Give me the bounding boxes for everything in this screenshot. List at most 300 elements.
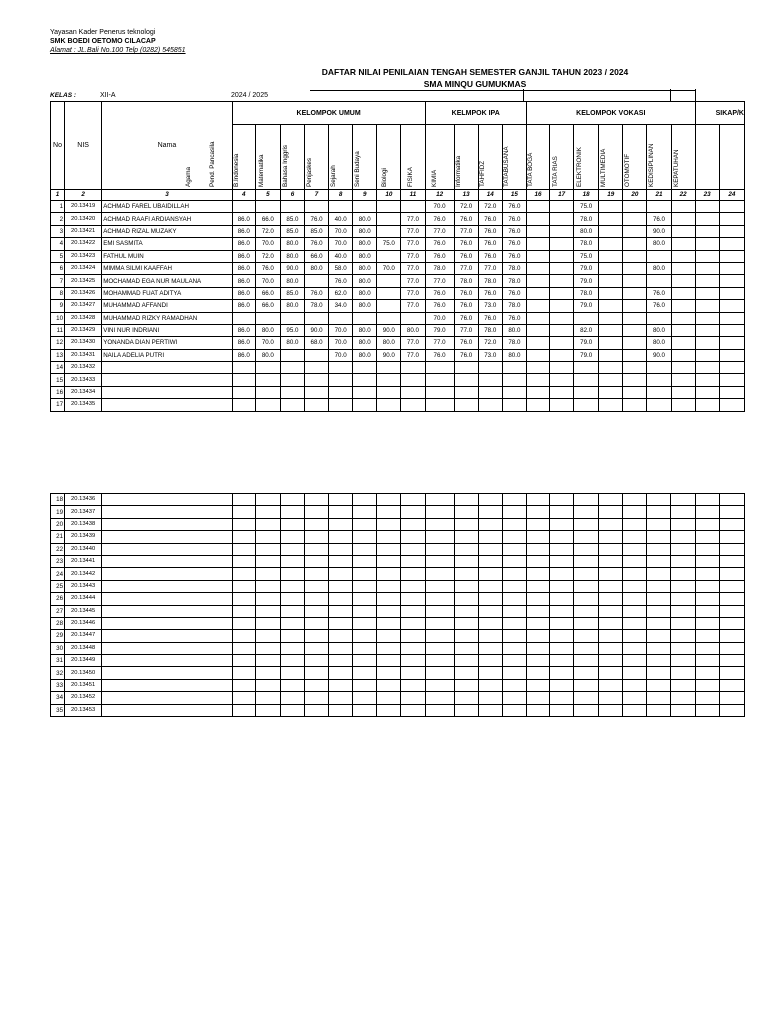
grade-cell[interactable]: [377, 692, 401, 704]
grade-cell[interactable]: 76.0: [454, 287, 478, 299]
grade-cell[interactable]: [574, 617, 599, 629]
grade-cell[interactable]: [695, 555, 719, 567]
grade-cell[interactable]: 82.0: [574, 324, 599, 336]
grade-cell[interactable]: 86.0: [232, 238, 255, 250]
grade-cell[interactable]: [502, 568, 526, 580]
grade-cell[interactable]: [695, 617, 719, 629]
grade-cell[interactable]: [401, 568, 425, 580]
grade-cell[interactable]: 90.0: [647, 225, 671, 237]
grade-cell[interactable]: [255, 543, 280, 555]
grade-cell[interactable]: 86.0: [232, 337, 255, 349]
grade-cell[interactable]: [623, 617, 647, 629]
grade-cell[interactable]: [232, 374, 255, 386]
grade-cell[interactable]: 78.0: [454, 275, 478, 287]
grade-cell[interactable]: [719, 287, 744, 299]
grade-cell[interactable]: [550, 642, 574, 654]
grade-cell[interactable]: 78.0: [305, 300, 329, 312]
grade-cell[interactable]: [526, 518, 549, 530]
grade-cell[interactable]: [478, 692, 502, 704]
grade-cell[interactable]: [377, 555, 401, 567]
grade-cell[interactable]: 80.0: [353, 337, 377, 349]
grade-cell[interactable]: [478, 531, 502, 543]
grade-cell[interactable]: [550, 300, 574, 312]
grade-cell[interactable]: [574, 630, 599, 642]
grade-cell[interactable]: 76.0: [502, 213, 526, 225]
grade-cell[interactable]: [329, 374, 353, 386]
grade-cell[interactable]: [719, 630, 744, 642]
grade-cell[interactable]: [647, 518, 671, 530]
grade-cell[interactable]: [574, 667, 599, 679]
grade-cell[interactable]: [695, 506, 719, 518]
grade-cell[interactable]: [719, 275, 744, 287]
grade-cell[interactable]: [478, 506, 502, 518]
grade-cell[interactable]: [502, 642, 526, 654]
grade-cell[interactable]: [623, 704, 647, 716]
grade-cell[interactable]: [401, 531, 425, 543]
grade-cell[interactable]: 77.0: [401, 300, 425, 312]
grade-cell[interactable]: [377, 531, 401, 543]
grade-cell[interactable]: [623, 201, 647, 213]
grade-cell[interactable]: [329, 655, 353, 667]
grade-cell[interactable]: [550, 386, 574, 398]
grade-cell[interactable]: 85.0: [280, 287, 304, 299]
grade-cell[interactable]: [353, 568, 377, 580]
grade-cell[interactable]: [671, 704, 695, 716]
grade-cell[interactable]: [671, 324, 695, 336]
grade-cell[interactable]: [232, 655, 255, 667]
grade-cell[interactable]: 76.0: [329, 275, 353, 287]
grade-cell[interactable]: [623, 605, 647, 617]
grade-cell[interactable]: [329, 593, 353, 605]
grade-cell[interactable]: [695, 337, 719, 349]
grade-cell[interactable]: [599, 238, 623, 250]
grade-cell[interactable]: [305, 667, 329, 679]
grade-cell[interactable]: [526, 605, 549, 617]
grade-cell[interactable]: [502, 655, 526, 667]
grade-cell[interactable]: [574, 506, 599, 518]
grade-cell[interactable]: [599, 312, 623, 324]
grade-cell[interactable]: [401, 580, 425, 592]
grade-cell[interactable]: [377, 679, 401, 691]
grade-cell[interactable]: 86.0: [232, 275, 255, 287]
grade-cell[interactable]: [377, 580, 401, 592]
grade-cell[interactable]: [695, 250, 719, 262]
grade-cell[interactable]: [502, 506, 526, 518]
grade-cell[interactable]: [695, 605, 719, 617]
grade-cell[interactable]: [526, 374, 549, 386]
grade-cell[interactable]: [550, 238, 574, 250]
grade-cell[interactable]: [255, 692, 280, 704]
grade-cell[interactable]: 80.0: [353, 262, 377, 274]
grade-cell[interactable]: [647, 386, 671, 398]
grade-cell[interactable]: [502, 543, 526, 555]
grade-cell[interactable]: [425, 386, 454, 398]
grade-cell[interactable]: 78.0: [574, 238, 599, 250]
grade-cell[interactable]: [401, 543, 425, 555]
grade-cell[interactable]: [454, 655, 478, 667]
grade-cell[interactable]: [719, 679, 744, 691]
grade-cell[interactable]: [719, 238, 744, 250]
grade-cell[interactable]: [623, 568, 647, 580]
grade-cell[interactable]: 86.0: [232, 213, 255, 225]
grade-cell[interactable]: [232, 201, 255, 213]
grade-cell[interactable]: [280, 679, 304, 691]
grade-cell[interactable]: [671, 262, 695, 274]
grade-cell[interactable]: [401, 201, 425, 213]
grade-cell[interactable]: 73.0: [478, 300, 502, 312]
grade-cell[interactable]: [671, 555, 695, 567]
grade-cell[interactable]: 76.0: [647, 287, 671, 299]
grade-cell[interactable]: [377, 630, 401, 642]
grade-cell[interactable]: [526, 362, 549, 374]
grade-cell[interactable]: [550, 593, 574, 605]
grade-cell[interactable]: 79.0: [574, 275, 599, 287]
grade-cell[interactable]: [454, 506, 478, 518]
grade-cell[interactable]: [623, 337, 647, 349]
grade-cell[interactable]: [695, 642, 719, 654]
grade-cell[interactable]: [329, 543, 353, 555]
grade-cell[interactable]: 78.0: [425, 262, 454, 274]
grade-cell[interactable]: [671, 692, 695, 704]
grade-cell[interactable]: [574, 605, 599, 617]
grade-cell[interactable]: [502, 555, 526, 567]
grade-cell[interactable]: [695, 225, 719, 237]
grade-cell[interactable]: [719, 692, 744, 704]
grade-cell[interactable]: [401, 362, 425, 374]
grade-cell[interactable]: [232, 531, 255, 543]
grade-cell[interactable]: [377, 275, 401, 287]
grade-cell[interactable]: [232, 312, 255, 324]
grade-cell[interactable]: [623, 506, 647, 518]
grade-cell[interactable]: [454, 642, 478, 654]
grade-cell[interactable]: [719, 543, 744, 555]
grade-cell[interactable]: [329, 518, 353, 530]
grade-cell[interactable]: [329, 386, 353, 398]
grade-cell[interactable]: [280, 543, 304, 555]
grade-cell[interactable]: [454, 679, 478, 691]
grade-cell[interactable]: [526, 580, 549, 592]
grade-cell[interactable]: [550, 704, 574, 716]
grade-cell[interactable]: [305, 531, 329, 543]
grade-cell[interactable]: 78.0: [502, 262, 526, 274]
grade-cell[interactable]: 70.0: [255, 238, 280, 250]
grade-cell[interactable]: [280, 386, 304, 398]
grade-cell[interactable]: [695, 287, 719, 299]
grade-cell[interactable]: [305, 630, 329, 642]
grade-cell[interactable]: 72.0: [255, 250, 280, 262]
grade-cell[interactable]: [255, 642, 280, 654]
grade-cell[interactable]: [377, 667, 401, 679]
grade-cell[interactable]: [647, 531, 671, 543]
grade-cell[interactable]: [574, 374, 599, 386]
grade-cell[interactable]: [232, 494, 255, 506]
grade-cell[interactable]: 76.0: [305, 213, 329, 225]
grade-cell[interactable]: 77.0: [425, 275, 454, 287]
grade-cell[interactable]: [623, 300, 647, 312]
grade-cell[interactable]: [329, 667, 353, 679]
grade-cell[interactable]: [647, 250, 671, 262]
grade-cell[interactable]: [695, 704, 719, 716]
grade-cell[interactable]: [280, 201, 304, 213]
grade-cell[interactable]: [305, 617, 329, 629]
grade-cell[interactable]: [647, 555, 671, 567]
grade-cell[interactable]: [280, 580, 304, 592]
grade-cell[interactable]: [425, 555, 454, 567]
grade-cell[interactable]: [671, 312, 695, 324]
grade-cell[interactable]: [454, 531, 478, 543]
grade-cell[interactable]: [526, 238, 549, 250]
grade-cell[interactable]: [478, 655, 502, 667]
grade-cell[interactable]: [305, 580, 329, 592]
grade-cell[interactable]: [550, 655, 574, 667]
grade-cell[interactable]: [280, 399, 304, 411]
grade-cell[interactable]: 80.0: [647, 337, 671, 349]
grade-cell[interactable]: [599, 704, 623, 716]
grade-cell[interactable]: [377, 312, 401, 324]
grade-cell[interactable]: [353, 506, 377, 518]
grade-cell[interactable]: [353, 362, 377, 374]
grade-cell[interactable]: 80.0: [255, 349, 280, 361]
grade-cell[interactable]: [377, 593, 401, 605]
grade-cell[interactable]: [647, 275, 671, 287]
grade-cell[interactable]: 75.0: [574, 250, 599, 262]
grade-cell[interactable]: [719, 324, 744, 336]
grade-cell[interactable]: [550, 399, 574, 411]
grade-cell[interactable]: [599, 300, 623, 312]
grade-cell[interactable]: [305, 518, 329, 530]
grade-cell[interactable]: [623, 593, 647, 605]
grade-cell[interactable]: [329, 605, 353, 617]
grade-cell[interactable]: [305, 386, 329, 398]
grade-cell[interactable]: [377, 386, 401, 398]
grade-cell[interactable]: [719, 300, 744, 312]
grade-cell[interactable]: 70.0: [255, 337, 280, 349]
grade-cell[interactable]: [280, 349, 304, 361]
grade-cell[interactable]: [425, 362, 454, 374]
grade-cell[interactable]: [695, 692, 719, 704]
grade-cell[interactable]: [671, 494, 695, 506]
grade-cell[interactable]: [526, 679, 549, 691]
grade-cell[interactable]: 90.0: [377, 349, 401, 361]
grade-cell[interactable]: [305, 692, 329, 704]
grade-cell[interactable]: [401, 630, 425, 642]
grade-cell[interactable]: [719, 250, 744, 262]
grade-cell[interactable]: [599, 201, 623, 213]
grade-cell[interactable]: [353, 630, 377, 642]
grade-cell[interactable]: [232, 605, 255, 617]
grade-cell[interactable]: [232, 555, 255, 567]
grade-cell[interactable]: [329, 399, 353, 411]
grade-cell[interactable]: 34.0: [329, 300, 353, 312]
grade-cell[interactable]: [255, 374, 280, 386]
grade-cell[interactable]: [599, 543, 623, 555]
grade-cell[interactable]: [719, 704, 744, 716]
grade-cell[interactable]: [329, 555, 353, 567]
grade-cell[interactable]: [502, 386, 526, 398]
grade-cell[interactable]: [502, 617, 526, 629]
grade-cell[interactable]: 72.0: [478, 337, 502, 349]
grade-cell[interactable]: [353, 399, 377, 411]
grade-cell[interactable]: [280, 374, 304, 386]
grade-cell[interactable]: [255, 386, 280, 398]
grade-cell[interactable]: [280, 312, 304, 324]
grade-cell[interactable]: [478, 386, 502, 398]
grade-cell[interactable]: [526, 506, 549, 518]
grade-cell[interactable]: [478, 543, 502, 555]
grade-cell[interactable]: [425, 374, 454, 386]
grade-cell[interactable]: [255, 580, 280, 592]
grade-cell[interactable]: [329, 362, 353, 374]
grade-cell[interactable]: [574, 399, 599, 411]
grade-cell[interactable]: [671, 630, 695, 642]
grade-cell[interactable]: 76.0: [454, 300, 478, 312]
grade-cell[interactable]: 80.0: [280, 275, 304, 287]
grade-cell[interactable]: [502, 667, 526, 679]
grade-cell[interactable]: 77.0: [401, 275, 425, 287]
grade-cell[interactable]: [719, 201, 744, 213]
grade-cell[interactable]: [671, 543, 695, 555]
grade-cell[interactable]: [599, 642, 623, 654]
grade-cell[interactable]: [502, 605, 526, 617]
grade-cell[interactable]: [647, 617, 671, 629]
grade-cell[interactable]: [377, 617, 401, 629]
grade-cell[interactable]: [232, 704, 255, 716]
grade-cell[interactable]: [305, 374, 329, 386]
grade-cell[interactable]: [502, 580, 526, 592]
grade-cell[interactable]: [695, 399, 719, 411]
grade-cell[interactable]: [526, 386, 549, 398]
grade-cell[interactable]: [550, 543, 574, 555]
grade-cell[interactable]: [550, 201, 574, 213]
grade-cell[interactable]: 85.0: [280, 225, 304, 237]
grade-cell[interactable]: [401, 679, 425, 691]
grade-cell[interactable]: [280, 655, 304, 667]
grade-cell[interactable]: [353, 667, 377, 679]
grade-cell[interactable]: [377, 225, 401, 237]
grade-cell[interactable]: [623, 494, 647, 506]
grade-cell[interactable]: [599, 386, 623, 398]
grade-cell[interactable]: 77.0: [478, 262, 502, 274]
grade-cell[interactable]: [623, 349, 647, 361]
grade-cell[interactable]: 76.0: [305, 287, 329, 299]
grade-cell[interactable]: [526, 337, 549, 349]
grade-cell[interactable]: 76.0: [647, 213, 671, 225]
grade-cell[interactable]: [719, 349, 744, 361]
grade-cell[interactable]: [329, 506, 353, 518]
grade-cell[interactable]: [280, 593, 304, 605]
grade-cell[interactable]: [255, 605, 280, 617]
grade-cell[interactable]: 76.0: [502, 201, 526, 213]
grade-cell[interactable]: 70.0: [425, 312, 454, 324]
grade-cell[interactable]: [280, 617, 304, 629]
grade-cell[interactable]: [574, 386, 599, 398]
grade-cell[interactable]: [353, 655, 377, 667]
grade-cell[interactable]: [454, 617, 478, 629]
grade-cell[interactable]: [353, 704, 377, 716]
grade-cell[interactable]: [454, 605, 478, 617]
grade-cell[interactable]: [329, 630, 353, 642]
grade-cell[interactable]: [454, 543, 478, 555]
grade-cell[interactable]: [353, 580, 377, 592]
grade-cell[interactable]: [353, 386, 377, 398]
grade-cell[interactable]: [599, 580, 623, 592]
grade-cell[interactable]: 76.0: [502, 225, 526, 237]
grade-cell[interactable]: 76.0: [454, 349, 478, 361]
grade-cell[interactable]: [329, 531, 353, 543]
grade-cell[interactable]: [478, 605, 502, 617]
grade-cell[interactable]: [425, 568, 454, 580]
grade-cell[interactable]: [574, 655, 599, 667]
grade-cell[interactable]: [550, 337, 574, 349]
grade-cell[interactable]: [377, 704, 401, 716]
grade-cell[interactable]: [454, 386, 478, 398]
grade-cell[interactable]: [671, 275, 695, 287]
grade-cell[interactable]: [305, 593, 329, 605]
grade-cell[interactable]: [599, 362, 623, 374]
grade-cell[interactable]: [401, 506, 425, 518]
grade-cell[interactable]: [280, 692, 304, 704]
grade-cell[interactable]: 76.0: [425, 213, 454, 225]
grade-cell[interactable]: [671, 362, 695, 374]
grade-cell[interactable]: [377, 506, 401, 518]
grade-cell[interactable]: [377, 201, 401, 213]
grade-cell[interactable]: [526, 312, 549, 324]
grade-cell[interactable]: [280, 667, 304, 679]
grade-cell[interactable]: [454, 518, 478, 530]
grade-cell[interactable]: [671, 300, 695, 312]
grade-cell[interactable]: [305, 679, 329, 691]
grade-cell[interactable]: [454, 593, 478, 605]
grade-cell[interactable]: 80.0: [574, 225, 599, 237]
grade-cell[interactable]: [647, 399, 671, 411]
grade-cell[interactable]: [719, 262, 744, 274]
grade-cell[interactable]: [401, 692, 425, 704]
grade-cell[interactable]: [353, 679, 377, 691]
grade-cell[interactable]: [478, 518, 502, 530]
grade-cell[interactable]: [305, 655, 329, 667]
grade-cell[interactable]: 90.0: [647, 349, 671, 361]
grade-cell[interactable]: [647, 506, 671, 518]
grade-cell[interactable]: 72.0: [454, 201, 478, 213]
grade-cell[interactable]: [353, 555, 377, 567]
grade-cell[interactable]: [695, 655, 719, 667]
grade-cell[interactable]: [647, 630, 671, 642]
grade-cell[interactable]: [478, 642, 502, 654]
grade-cell[interactable]: 78.0: [478, 275, 502, 287]
grade-cell[interactable]: [599, 617, 623, 629]
grade-cell[interactable]: [550, 312, 574, 324]
grade-cell[interactable]: [550, 679, 574, 691]
grade-cell[interactable]: 80.0: [353, 250, 377, 262]
grade-cell[interactable]: [647, 655, 671, 667]
grade-cell[interactable]: [454, 667, 478, 679]
grade-cell[interactable]: [695, 324, 719, 336]
grade-cell[interactable]: [353, 494, 377, 506]
grade-cell[interactable]: 66.0: [255, 287, 280, 299]
grade-cell[interactable]: [526, 324, 549, 336]
grade-cell[interactable]: 80.0: [353, 238, 377, 250]
grade-cell[interactable]: [377, 374, 401, 386]
grade-cell[interactable]: [599, 506, 623, 518]
grade-cell[interactable]: 76.0: [454, 337, 478, 349]
grade-cell[interactable]: [526, 642, 549, 654]
grade-cell[interactable]: [695, 667, 719, 679]
grade-cell[interactable]: [454, 399, 478, 411]
grade-cell[interactable]: [502, 692, 526, 704]
grade-cell[interactable]: [671, 201, 695, 213]
grade-cell[interactable]: [305, 506, 329, 518]
grade-cell[interactable]: [671, 337, 695, 349]
